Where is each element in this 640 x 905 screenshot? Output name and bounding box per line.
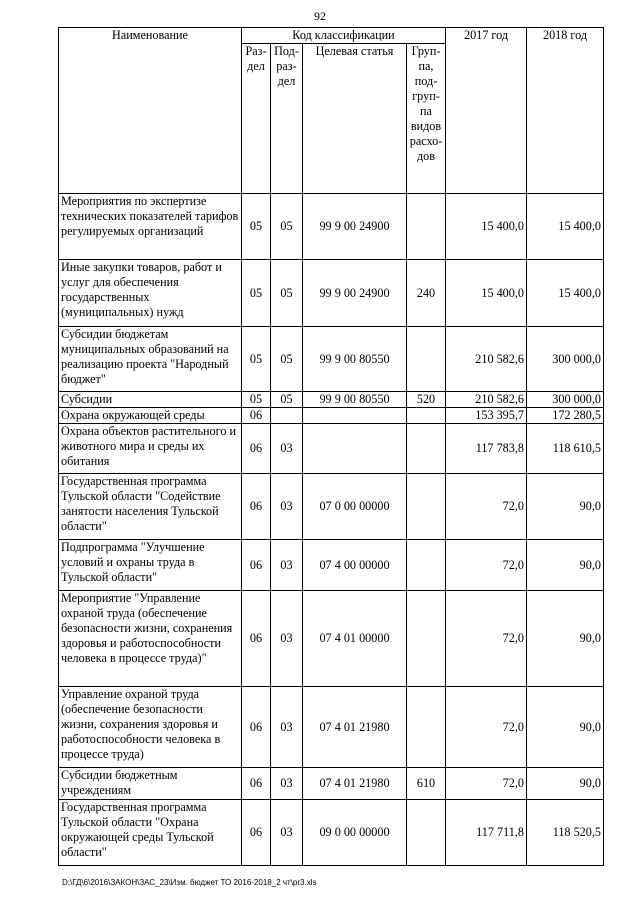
header-year-2018: 2018 год xyxy=(527,28,604,194)
row-expense-group xyxy=(407,687,446,768)
row-amount-2018: 118 610,5 xyxy=(527,424,604,474)
row-expense-group xyxy=(407,194,446,260)
row-name: Государственная программа Тульской области "Охрана окружающей среды Тульской области" xyxy=(59,800,242,866)
row-subsection: 05 xyxy=(271,194,303,260)
row-subsection: 03 xyxy=(271,540,303,591)
row-amount-2018: 90,0 xyxy=(527,540,604,591)
row-subsection: 05 xyxy=(271,392,303,408)
row-amount-2017: 210 582,6 xyxy=(446,327,527,392)
row-section: 06 xyxy=(242,591,271,687)
row-target: 07 4 01 00000 xyxy=(303,591,407,687)
row-target: 99 9 00 24900 xyxy=(303,260,407,327)
row-name: Подпрограмма "Улучшение условий и охраны труда в Тульской области" xyxy=(59,540,242,591)
row-amount-2018: 172 280,5 xyxy=(527,408,604,424)
row-amount-2018: 90,0 xyxy=(527,768,604,800)
row-expense-group: 520 xyxy=(407,392,446,408)
row-section: 05 xyxy=(242,260,271,327)
row-expense-group xyxy=(407,424,446,474)
row-name: Управление охраной труда (обеспечение безопасности жизни, сохранения здоровья и работоспособности человека в процессе труда) xyxy=(59,687,242,768)
row-subsection: 03 xyxy=(271,800,303,866)
row-subsection: 03 xyxy=(271,768,303,800)
row-amount-2018: 15 400,0 xyxy=(527,194,604,260)
row-subsection: 03 xyxy=(271,474,303,540)
row-name: Мероприятия по экспертизе технических показателей тарифов регулируемых организаций xyxy=(59,194,242,260)
row-subsection: 03 xyxy=(271,591,303,687)
row-target xyxy=(303,424,407,474)
row-expense-group xyxy=(407,540,446,591)
row-target: 07 4 01 21980 xyxy=(303,768,407,800)
row-amount-2017: 153 395,7 xyxy=(446,408,527,424)
row-name: Иные закупки товаров, работ и услуг для обеспечения государственных (муниципальных) нужд xyxy=(59,260,242,327)
row-expense-group xyxy=(407,800,446,866)
row-amount-2017: 72,0 xyxy=(446,768,527,800)
row-expense-group xyxy=(407,591,446,687)
row-expense-group xyxy=(407,327,446,392)
row-amount-2018: 300 000,0 xyxy=(527,327,604,392)
table-row xyxy=(59,800,604,866)
table-row xyxy=(59,540,604,591)
table-body xyxy=(59,194,604,866)
row-section: 06 xyxy=(242,687,271,768)
row-amount-2018: 90,0 xyxy=(527,687,604,768)
row-expense-group: 610 xyxy=(407,768,446,800)
table-row xyxy=(59,194,604,260)
row-amount-2017: 72,0 xyxy=(446,474,527,540)
row-name: Субсидии xyxy=(59,392,242,408)
row-section: 05 xyxy=(242,392,271,408)
row-expense-group xyxy=(407,408,446,424)
row-amount-2018: 300 000,0 xyxy=(527,392,604,408)
row-name: Субсидии бюджетным учреждениям xyxy=(59,768,242,800)
table-row xyxy=(59,687,604,768)
row-section: 06 xyxy=(242,800,271,866)
row-amount-2017: 210 582,6 xyxy=(446,392,527,408)
row-expense-group: 240 xyxy=(407,260,446,327)
header-subsection: Под- раз- дел xyxy=(271,44,303,194)
row-target xyxy=(303,408,407,424)
row-target: 07 4 01 21980 xyxy=(303,687,407,768)
row-amount-2017: 117 783,8 xyxy=(446,424,527,474)
header-name: Наименование xyxy=(59,28,242,194)
row-subsection: 03 xyxy=(271,424,303,474)
row-name: Субсидии бюджетам муниципальных образований на реализацию проекта "Народный бюджет" xyxy=(59,327,242,392)
page-number: 92 xyxy=(314,9,326,23)
row-section: 06 xyxy=(242,474,271,540)
row-section: 06 xyxy=(242,424,271,474)
file-path-footer: D:\ГД\6\2016\ЗАКОН\ЗАС_23\Изм. бюджет ТО 2016-2018_2 чт\pr3.xls xyxy=(62,878,317,887)
table-row xyxy=(59,392,604,408)
row-amount-2017: 72,0 xyxy=(446,591,527,687)
table-row xyxy=(59,591,604,687)
row-amount-2017: 15 400,0 xyxy=(446,260,527,327)
row-name: Охрана объектов растительного и животного мира и среды их обитания xyxy=(59,424,242,474)
table-row xyxy=(59,408,604,424)
row-amount-2017: 72,0 xyxy=(446,687,527,768)
row-name: Мероприятие "Управление охраной труда (обеспечение безопасности жизни, сохранения здоровья и работоспособности человека в процессе труда)" xyxy=(59,591,242,687)
row-expense-group xyxy=(407,474,446,540)
table-row xyxy=(59,327,604,392)
header-year-2017: 2017 год xyxy=(446,28,527,194)
row-subsection: 05 xyxy=(271,327,303,392)
row-subsection: 03 xyxy=(271,687,303,768)
row-amount-2018: 118 520,5 xyxy=(527,800,604,866)
row-section: 05 xyxy=(242,327,271,392)
row-section: 06 xyxy=(242,408,271,424)
row-target: 99 9 00 80550 xyxy=(303,392,407,408)
row-amount-2017: 72,0 xyxy=(446,540,527,591)
row-amount-2017: 15 400,0 xyxy=(446,194,527,260)
header-target: Целевая статья xyxy=(303,44,407,194)
row-section: 06 xyxy=(242,768,271,800)
table-row xyxy=(59,260,604,327)
row-section: 06 xyxy=(242,540,271,591)
row-target: 07 0 00 00000 xyxy=(303,474,407,540)
row-target: 09 0 00 00000 xyxy=(303,800,407,866)
row-amount-2018: 90,0 xyxy=(527,474,604,540)
row-amount-2018: 15 400,0 xyxy=(527,260,604,327)
budget-table xyxy=(58,27,604,866)
row-amount-2018: 90,0 xyxy=(527,591,604,687)
row-name: Охрана окружающей среды xyxy=(59,408,242,424)
row-section: 05 xyxy=(242,194,271,260)
header-expense-group: Груп- па, под- груп- па видов расхо- дов xyxy=(407,44,446,194)
table-row xyxy=(59,768,604,800)
row-subsection: 05 xyxy=(271,260,303,327)
row-target: 99 9 00 80550 xyxy=(303,327,407,392)
row-amount-2017: 117 711,8 xyxy=(446,800,527,866)
row-target: 07 4 00 00000 xyxy=(303,540,407,591)
header-section: Раз- дел xyxy=(242,44,271,194)
row-name: Государственная программа Тульской области "Содействие занятости населения Тульской области" xyxy=(59,474,242,540)
header-code-group: Код классификации xyxy=(242,28,446,44)
table-row xyxy=(59,474,604,540)
table-row xyxy=(59,424,604,474)
row-target: 99 9 00 24900 xyxy=(303,194,407,260)
row-subsection xyxy=(271,408,303,424)
